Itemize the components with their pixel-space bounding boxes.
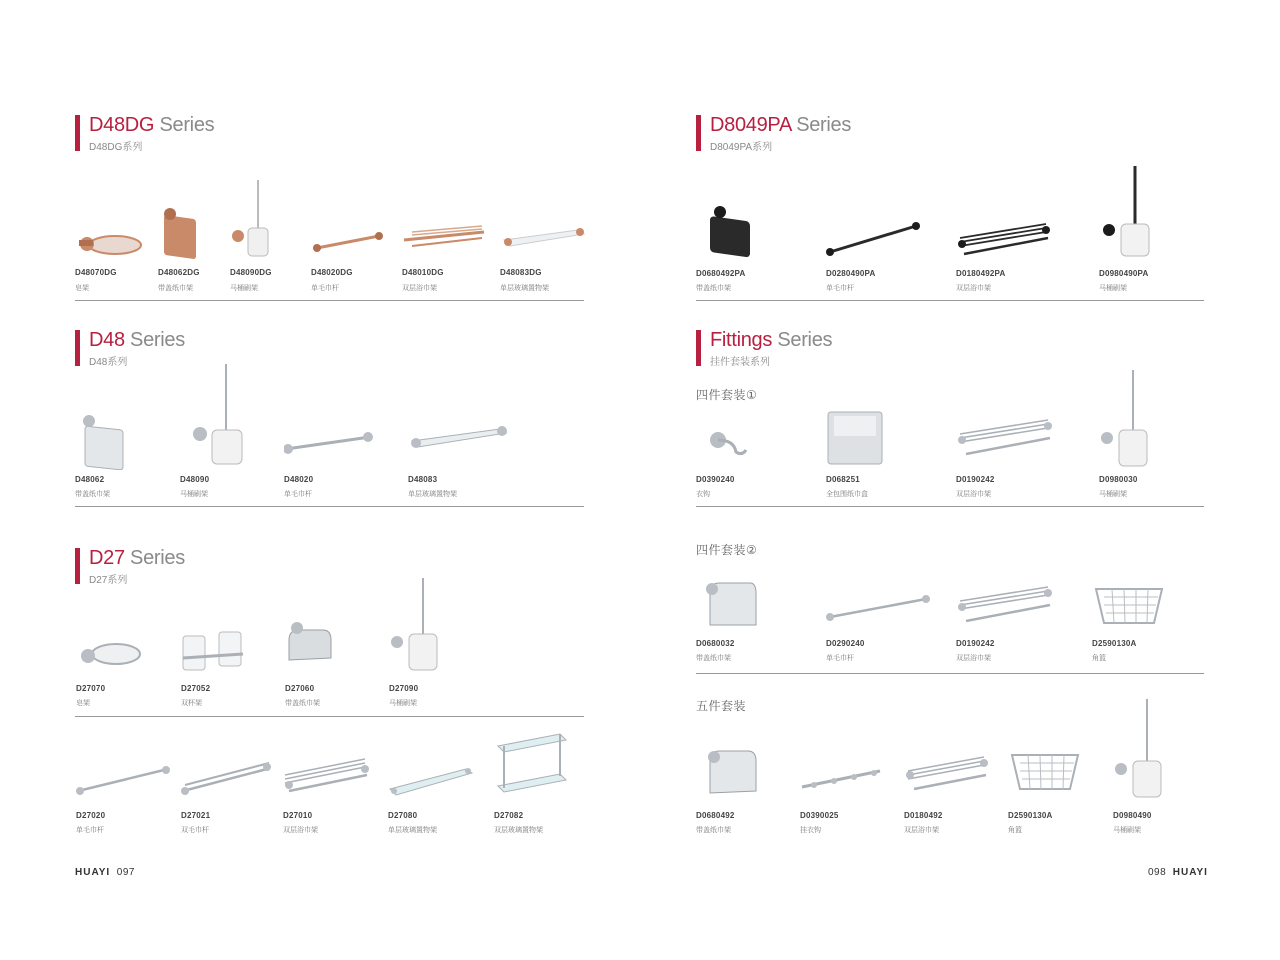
product-name: 马桶刷架 bbox=[1113, 827, 1141, 834]
product-code: D27060 bbox=[285, 684, 315, 693]
towel-rack-image bbox=[402, 200, 512, 260]
product-name: 带盖纸巾架 bbox=[75, 491, 110, 498]
accent-bar bbox=[75, 115, 80, 151]
product-code: D0180492PA bbox=[956, 269, 1006, 278]
product-name: 马桶刷架 bbox=[180, 491, 208, 498]
product-code: D48062DG bbox=[158, 268, 200, 277]
towel-bar-image bbox=[76, 745, 186, 805]
product-code: D48070DG bbox=[75, 268, 117, 277]
accent-bar bbox=[696, 115, 701, 151]
product-name: 双层浴巾架 bbox=[904, 827, 939, 834]
product-code: D27082 bbox=[494, 811, 524, 820]
product-name: 带盖纸巾架 bbox=[285, 700, 320, 707]
paper-holder-image bbox=[696, 575, 806, 635]
product-code: D0390240 bbox=[696, 475, 735, 484]
product-code: D2590130A bbox=[1008, 811, 1053, 820]
product-code: D0180492 bbox=[904, 811, 943, 820]
paper-holder-image bbox=[696, 200, 806, 260]
product-code: D0680492PA bbox=[696, 269, 746, 278]
divider bbox=[75, 506, 584, 507]
product-name: 单毛巾杆 bbox=[311, 285, 339, 292]
section-subtitle: 挂件套装系列 bbox=[710, 357, 770, 368]
group-label: 五件套装 bbox=[696, 699, 747, 713]
double-glass-shelf-image bbox=[494, 722, 604, 805]
towel-rack-image bbox=[956, 410, 1066, 470]
brand-name: HUAYI bbox=[1172, 867, 1208, 878]
product-code: D0980490PA bbox=[1099, 269, 1149, 278]
towel-rack-image bbox=[904, 745, 1014, 805]
product-name: 马桶刷架 bbox=[230, 285, 258, 292]
towel-rack-image bbox=[956, 200, 1066, 260]
section-subtitle: D27系列 bbox=[89, 575, 128, 586]
product-name: 双层浴巾架 bbox=[283, 827, 318, 834]
product-code: D0190242 bbox=[956, 475, 995, 484]
product-name: 皂架 bbox=[75, 285, 89, 292]
product-code: D0980490 bbox=[1113, 811, 1152, 820]
section-title: D48DG Series bbox=[89, 114, 215, 136]
product-code: D48090 bbox=[180, 475, 210, 484]
product-name: 带盖纸巾架 bbox=[158, 285, 193, 292]
page-number: 098 bbox=[1148, 867, 1167, 878]
product-name: 角篮 bbox=[1092, 655, 1106, 662]
product-name: 双杯架 bbox=[181, 700, 202, 707]
section-title: D48 Series bbox=[89, 329, 185, 351]
product-name: 衣钩 bbox=[696, 491, 710, 498]
brand-name: HUAYI bbox=[75, 867, 111, 878]
product-code: D48083DG bbox=[500, 268, 542, 277]
double-towel-bar-image bbox=[181, 745, 291, 805]
divider bbox=[696, 506, 1204, 507]
soap-dish-image bbox=[76, 620, 186, 680]
product-name: 带盖纸巾架 bbox=[696, 827, 731, 834]
product-code: D27090 bbox=[389, 684, 419, 693]
product-name: 双层浴巾架 bbox=[956, 655, 991, 662]
accent-bar bbox=[75, 548, 80, 584]
product-name: 双毛巾杆 bbox=[181, 827, 209, 834]
product-name: 带盖纸巾架 bbox=[696, 655, 731, 662]
product-name: 马桶刷架 bbox=[1099, 491, 1127, 498]
corner-basket-image bbox=[1008, 745, 1118, 805]
robe-hook-image bbox=[696, 410, 806, 470]
towel-rack-image bbox=[283, 745, 393, 805]
product-code: D48083 bbox=[408, 475, 438, 484]
glass-shelf-image bbox=[500, 200, 610, 260]
section-subtitle: D48系列 bbox=[89, 357, 128, 368]
product-name: 双层浴巾架 bbox=[402, 285, 437, 292]
towel-rack-image bbox=[956, 575, 1066, 635]
product-code: D27080 bbox=[388, 811, 418, 820]
product-name: 单层玻璃置物架 bbox=[408, 491, 457, 498]
product-code: D48020DG bbox=[311, 268, 353, 277]
toilet-brush-image bbox=[1099, 368, 1209, 470]
tissue-box-image bbox=[826, 410, 936, 470]
glass-shelf-image bbox=[388, 745, 498, 805]
product-name: 单毛巾杆 bbox=[826, 655, 854, 662]
product-name: 单毛巾杆 bbox=[284, 491, 312, 498]
towel-bar-image bbox=[284, 405, 394, 470]
product-name: 单层玻璃置物架 bbox=[500, 285, 549, 292]
divider bbox=[696, 300, 1204, 301]
double-tumbler-image bbox=[181, 620, 291, 680]
paper-holder-image bbox=[696, 745, 806, 805]
page-footer bbox=[1148, 867, 1208, 878]
product-name: 马桶刷架 bbox=[389, 700, 417, 707]
divider bbox=[75, 716, 584, 717]
product-name: 单毛巾杆 bbox=[826, 285, 854, 292]
product-name: 挂衣钩 bbox=[800, 827, 821, 834]
product-code: D27010 bbox=[283, 811, 313, 820]
product-code: D0980030 bbox=[1099, 475, 1138, 484]
product-code: D27052 bbox=[181, 684, 211, 693]
paper-holder-image bbox=[75, 405, 185, 470]
product-code: D2590130A bbox=[1092, 639, 1137, 648]
group-label: 四件套装② bbox=[696, 543, 758, 557]
product-code: D48020 bbox=[284, 475, 314, 484]
hook-rail-image bbox=[800, 745, 910, 805]
product-name: 双层浴巾架 bbox=[956, 491, 991, 498]
glass-shelf-image bbox=[408, 405, 518, 470]
product-code: D48010DG bbox=[402, 268, 444, 277]
divider bbox=[75, 300, 584, 301]
product-code: D0290240 bbox=[826, 639, 865, 648]
product-code: D0680492 bbox=[696, 811, 735, 820]
accent-bar bbox=[696, 330, 701, 366]
divider bbox=[696, 673, 1204, 674]
product-name: 带盖纸巾架 bbox=[696, 285, 731, 292]
toilet-brush-image bbox=[389, 576, 499, 680]
product-name: 全包围纸巾盒 bbox=[826, 491, 868, 498]
product-code: D48090DG bbox=[230, 268, 272, 277]
section-title: Fittings Series bbox=[710, 329, 833, 351]
group-label: 四件套装① bbox=[696, 388, 758, 402]
toilet-brush-image bbox=[180, 362, 290, 470]
toilet-brush-image bbox=[1113, 697, 1223, 805]
toilet-brush-image bbox=[1099, 164, 1209, 260]
accent-bar bbox=[75, 330, 80, 366]
product-name: 双层玻璃置物架 bbox=[494, 827, 543, 834]
product-name: 皂架 bbox=[76, 700, 90, 707]
product-code: D0680032 bbox=[696, 639, 735, 648]
product-name: 单毛巾杆 bbox=[76, 827, 104, 834]
section-subtitle: D48DG系列 bbox=[89, 142, 143, 153]
product-code: D068251 bbox=[826, 475, 860, 484]
product-code: D0390025 bbox=[800, 811, 839, 820]
product-name: 双层浴巾架 bbox=[956, 285, 991, 292]
product-code: D27020 bbox=[76, 811, 106, 820]
corner-basket-image bbox=[1092, 575, 1202, 635]
section-subtitle: D8049PA系列 bbox=[710, 142, 773, 153]
product-code: D0190242 bbox=[956, 639, 995, 648]
right-page bbox=[640, 0, 1280, 960]
section-title: D27 Series bbox=[89, 547, 185, 569]
towel-bar-image bbox=[826, 200, 936, 260]
paper-holder-image bbox=[285, 620, 395, 680]
section-title: D8049PA Series bbox=[710, 114, 852, 136]
towel-bar-image bbox=[826, 575, 936, 635]
product-name: 角篮 bbox=[1008, 827, 1022, 834]
product-code: D0280490PA bbox=[826, 269, 876, 278]
product-code: D27021 bbox=[181, 811, 211, 820]
page-number: 097 bbox=[116, 867, 135, 878]
product-code: D48062 bbox=[75, 475, 105, 484]
product-code: D27070 bbox=[76, 684, 106, 693]
page-footer bbox=[75, 867, 135, 878]
product-name: 单层玻璃置物架 bbox=[388, 827, 437, 834]
product-name: 马桶刷架 bbox=[1099, 285, 1127, 292]
